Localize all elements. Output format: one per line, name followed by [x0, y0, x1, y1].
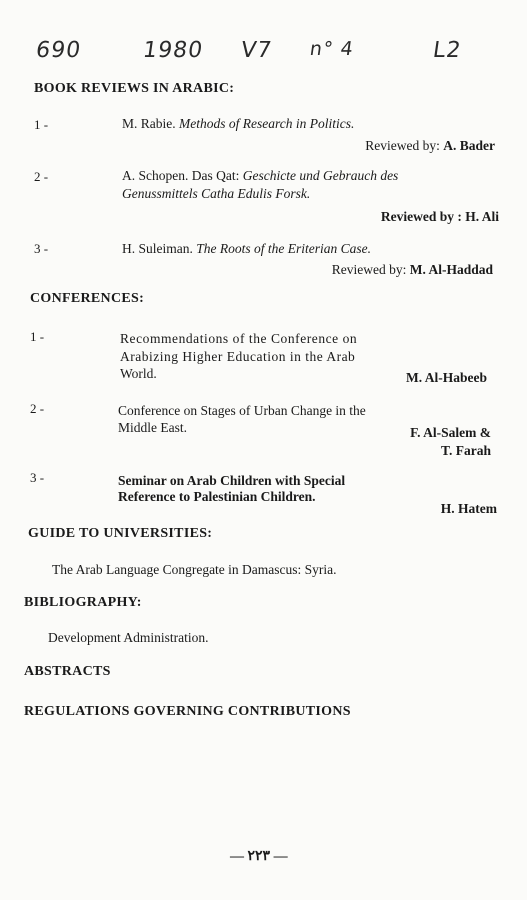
page-number: — ٢٢٣ —	[230, 849, 288, 864]
conference-1-author: M. Al-Habeeb	[406, 370, 487, 385]
conference-1-number: 1 -	[30, 329, 45, 344]
review-1-reviewer: A. Bader	[443, 138, 495, 153]
conference-2-line2: Middle East.	[118, 420, 187, 435]
review-1-title: Methods of Research in Politics.	[179, 116, 355, 131]
conference-2-line1: Conference on Stages of Urban Change in the	[118, 403, 366, 418]
conference-1-line3: World.	[120, 366, 157, 381]
conference-1-line2: Arabizing Higher Education in the Arab	[120, 349, 356, 364]
conferences-heading: CONFERENCES:	[30, 291, 145, 306]
review-1-number: 1 -	[34, 117, 49, 132]
conference-2-author-1: F. Al-Salem &	[410, 425, 491, 440]
handwritten-volume: V7	[239, 38, 274, 63]
review-2-number: 2 -	[34, 169, 49, 184]
review-2-reviewer-line: Reviewed by : H. Ali	[380, 209, 499, 224]
review-3-reviewed-label: Reviewed by:	[331, 262, 407, 277]
review-3-reviewer: M. Al-Haddad	[409, 262, 493, 277]
abstracts-heading: ABSTRACTS	[24, 664, 111, 679]
conference-3-line1: Seminar on Arab Children with Special	[118, 473, 346, 488]
conference-3-author: H. Hatem	[440, 501, 497, 516]
guide-text: The Arab Language Congregate in Damascus: Syria.	[52, 562, 337, 577]
review-1-author: M. Rabie.	[122, 116, 176, 131]
regulations-heading: REGULATIONS GOVERNING CONTRIBUTIONS	[24, 704, 351, 719]
review-3-number: 3 -	[34, 241, 49, 256]
review-1-citation	[122, 116, 354, 132]
review-3-author: H. Suleiman.	[122, 241, 193, 256]
review-2-citation	[122, 168, 398, 184]
handwritten-code: 690	[34, 38, 83, 63]
handwritten-number: n° 4	[308, 38, 356, 60]
review-2-author: A. Schopen. Das Qat:	[122, 168, 240, 183]
conference-2-number: 2 -	[30, 401, 45, 416]
review-1-reviewer-line	[365, 138, 495, 154]
review-2-title-line1: Geschicte und Gebrauch des	[242, 168, 399, 183]
guide-heading: GUIDE TO UNIVERSITIES:	[28, 526, 213, 541]
handwritten-year: 1980	[141, 38, 205, 63]
book-reviews-heading: BOOK REVIEWS IN ARABIC:	[34, 81, 235, 96]
conference-3-number: 3 -	[30, 470, 45, 485]
review-3-title: The Roots of the Eriterian Case.	[196, 241, 371, 256]
conference-3-line2: Reference to Palestinian Children.	[118, 489, 316, 504]
bibliography-heading: BIBLIOGRAPHY:	[24, 595, 142, 610]
bibliography-text: Development Administration.	[48, 630, 209, 645]
review-1-reviewed-label: Reviewed by:	[365, 138, 440, 153]
handwritten-mark: L2	[431, 38, 464, 63]
review-2-title-line2: Genussmittels Catha Edulis Forsk.	[122, 186, 311, 201]
conference-2-author-2: T. Farah	[441, 443, 491, 458]
review-3-reviewer-line	[332, 262, 493, 278]
review-3-citation	[122, 241, 371, 257]
conference-1-line1: Recommendations of the Conference on	[120, 331, 358, 346]
